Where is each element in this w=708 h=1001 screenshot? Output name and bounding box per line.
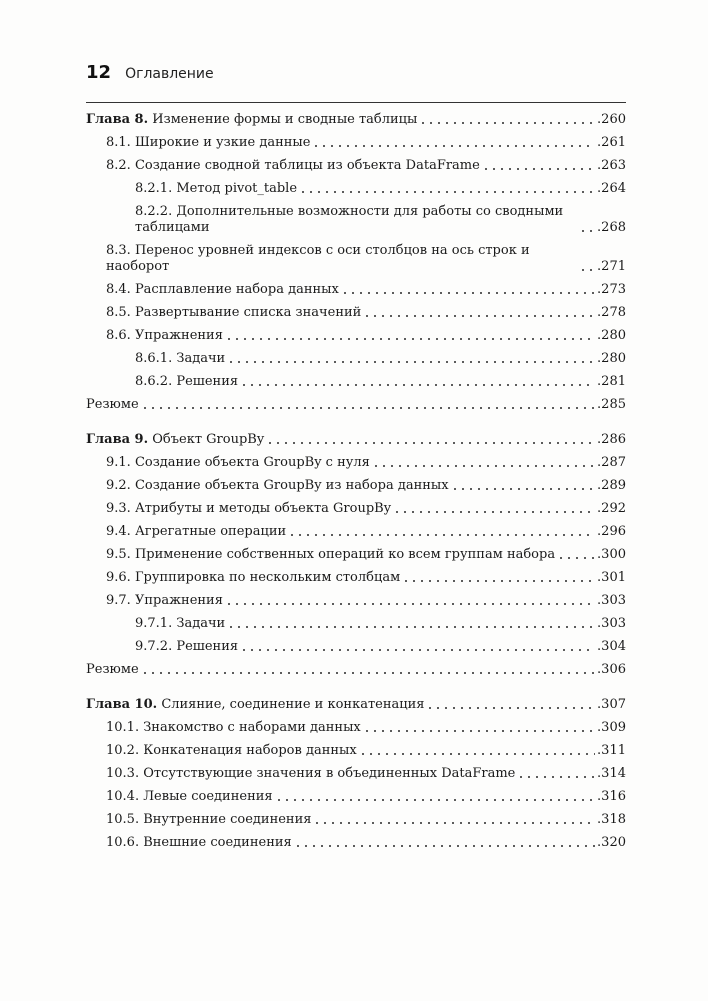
toc-entry-title: 8.2.1. Метод pivot_table <box>135 180 298 196</box>
toc-entry[interactable] <box>106 808 626 831</box>
chapter-label: Глава 8. <box>86 111 149 127</box>
dot-leader <box>240 375 595 387</box>
toc-chapter-heading[interactable] <box>86 693 626 716</box>
toc-entry-title: 9.6. Группировка по нескольким столбцам <box>106 569 401 585</box>
page-ref: .316 <box>597 788 626 804</box>
toc-entry-title: Резюме <box>86 396 139 412</box>
chapter-title-text: Изменение формы и сводные таблицы <box>152 111 418 127</box>
toc-entry[interactable] <box>106 474 626 497</box>
toc-entry[interactable] <box>135 612 626 635</box>
toc-entry[interactable] <box>135 200 626 239</box>
toc-entry[interactable] <box>86 658 626 681</box>
toc-chapter-heading[interactable] <box>86 108 626 131</box>
toc-entry[interactable] <box>135 635 626 658</box>
page-ref: .314 <box>597 765 626 781</box>
dot-leader <box>372 456 595 468</box>
toc-chapter <box>0 693 708 854</box>
page-ref: .300 <box>597 546 626 562</box>
dot-leader <box>313 813 595 825</box>
toc-entry[interactable] <box>106 497 626 520</box>
dot-leader <box>363 306 595 318</box>
page-ref: .263 <box>597 157 626 173</box>
page-ref: .296 <box>597 523 626 539</box>
dot-leader <box>141 398 595 410</box>
chapter-title-text: Слияние, соединение и конкатенация <box>161 696 425 712</box>
dot-leader <box>341 283 595 295</box>
toc-entry[interactable] <box>106 131 626 154</box>
toc-entry[interactable] <box>106 451 626 474</box>
dot-leader <box>227 617 595 629</box>
toc-entry-title: 9.1. Создание объекта GroupBy с нуля <box>106 454 370 470</box>
dot-leader <box>275 790 595 802</box>
page-ref: .273 <box>597 281 626 297</box>
toc-entry-title: 9.7.1. Задачи <box>135 615 226 631</box>
page-ref: .285 <box>597 396 626 412</box>
toc-entry[interactable] <box>106 589 626 612</box>
toc-entry-title: 8.6.2. Решения <box>135 373 239 389</box>
dot-leader <box>363 721 595 733</box>
dot-leader <box>402 571 595 583</box>
page-ref: .318 <box>597 811 626 827</box>
page-ref: .268 <box>597 219 626 235</box>
running-head <box>86 62 214 83</box>
page-ref: .281 <box>597 373 626 389</box>
dot-leader <box>419 113 595 125</box>
page-ref: .289 <box>597 477 626 493</box>
toc-entry-title: Резюме <box>86 661 139 677</box>
toc-entry[interactable] <box>106 278 626 301</box>
toc-entry-title: 8.5. Развертывание списка значений <box>106 304 362 320</box>
dot-leader <box>288 525 595 537</box>
toc-entry-title: 8.1. Широкие и узкие данные <box>106 134 311 150</box>
header-rule <box>86 102 626 103</box>
dot-leader <box>141 663 595 675</box>
toc-entry-title: 9.7. Упражнения <box>106 592 223 608</box>
toc-entry[interactable] <box>106 831 626 854</box>
dot-leader <box>359 744 595 756</box>
table-of-contents <box>0 108 708 866</box>
toc-entry[interactable] <box>106 566 626 589</box>
toc-entry[interactable] <box>106 785 626 808</box>
toc-entry-title: 8.2.2. Дополнительные возможности для работы со сводными таблицами <box>135 203 564 235</box>
page-ref: .292 <box>597 500 626 516</box>
dot-leader <box>266 433 595 445</box>
page-ref: .271 <box>597 258 626 274</box>
toc-entry[interactable] <box>106 739 626 762</box>
page-ref: .320 <box>597 834 626 850</box>
toc-entry-title: 9.3. Атрибуты и методы объекта GroupBy <box>106 500 392 516</box>
toc-chapter-heading[interactable] <box>86 428 626 451</box>
toc-entry[interactable] <box>106 520 626 543</box>
chapter-title <box>86 112 417 128</box>
toc-entry-title: 10.5. Внутренние соединения <box>106 811 312 827</box>
page-ref: .309 <box>597 719 626 735</box>
toc-entry[interactable] <box>106 301 626 324</box>
page-ref: .280 <box>597 327 626 343</box>
page-ref: .264 <box>597 180 626 196</box>
dot-leader <box>393 502 595 514</box>
toc-entry[interactable] <box>106 716 626 739</box>
dot-leader <box>225 594 595 606</box>
dot-leader <box>579 221 595 233</box>
toc-entry-title: 9.7.2. Решения <box>135 638 239 654</box>
dot-leader <box>482 159 595 171</box>
toc-entry[interactable] <box>86 393 626 416</box>
toc-entry-title: 8.2. Создание сводной таблицы из объекта DataFrame <box>106 157 480 173</box>
page-number: 12 <box>86 62 112 83</box>
page-ref: .280 <box>597 350 626 366</box>
chapter-label: Глава 9. <box>86 431 149 447</box>
toc-entry[interactable] <box>135 177 626 200</box>
toc-entry-title: 10.6. Внешние соединения <box>106 834 292 850</box>
toc-entry-title: 10.3. Отсутствующие значения в объединенных DataFrame <box>106 765 516 781</box>
toc-entry-title: 10.4. Левые соединения <box>106 788 273 804</box>
toc-entry[interactable] <box>106 154 626 177</box>
page-ref: .278 <box>597 304 626 320</box>
toc-entry-title: 8.3. Перенос уровней индексов с оси столбцов на ось строк и наоборот <box>106 242 530 274</box>
toc-entry-title: 9.4. Агрегатные операции <box>106 523 287 539</box>
toc-entry-title: 10.1. Знакомство с наборами данных <box>106 719 361 735</box>
toc-entry-title: 9.2. Создание объекта GroupBy из набора данных <box>106 477 449 493</box>
toc-entry-title: 8.6. Упражнения <box>106 327 223 343</box>
toc-entry[interactable] <box>135 347 626 370</box>
page-ref: .303 <box>597 592 626 608</box>
dot-leader <box>312 136 595 148</box>
toc-entry[interactable] <box>106 324 626 347</box>
page-ref: .303 <box>597 615 626 631</box>
toc-entry[interactable] <box>106 239 626 278</box>
toc-entry-title: 10.2. Конкатенация наборов данных <box>106 742 357 758</box>
page-ref: .260 <box>597 111 626 127</box>
page-ref: .307 <box>597 696 626 712</box>
dot-leader <box>225 329 595 341</box>
toc-entry-title: 9.5. Применение собственных операций ко всем группам набора <box>106 546 556 562</box>
page-ref: .287 <box>597 454 626 470</box>
dot-leader <box>579 260 595 272</box>
toc-entry[interactable] <box>135 370 626 393</box>
toc-entry-title: 8.4. Расплавление набора данных <box>106 281 339 297</box>
dot-leader <box>294 836 595 848</box>
page-ref: .286 <box>597 431 626 447</box>
chapter-title-text: Объект GroupBy <box>152 431 265 447</box>
toc-chapter <box>0 108 708 416</box>
dot-leader <box>426 698 595 710</box>
running-head-title: Оглавление <box>125 66 214 82</box>
toc-chapter <box>0 428 708 681</box>
page-ref: .304 <box>597 638 626 654</box>
toc-entry[interactable] <box>106 543 626 566</box>
dot-leader <box>451 479 595 491</box>
page-ref: .306 <box>597 661 626 677</box>
dot-leader <box>240 640 595 652</box>
dot-leader <box>557 548 595 560</box>
dot-leader <box>299 182 595 194</box>
toc-entry[interactable] <box>106 762 626 785</box>
dot-leader <box>517 767 595 779</box>
page-ref: .311 <box>597 742 626 758</box>
dot-leader <box>227 352 595 364</box>
chapter-title <box>86 697 424 713</box>
page-ref: .261 <box>597 134 626 150</box>
chapter-label: Глава 10. <box>86 696 158 712</box>
toc-entry-title: 8.6.1. Задачи <box>135 350 226 366</box>
chapter-title <box>86 432 264 448</box>
page-ref: .301 <box>597 569 626 585</box>
